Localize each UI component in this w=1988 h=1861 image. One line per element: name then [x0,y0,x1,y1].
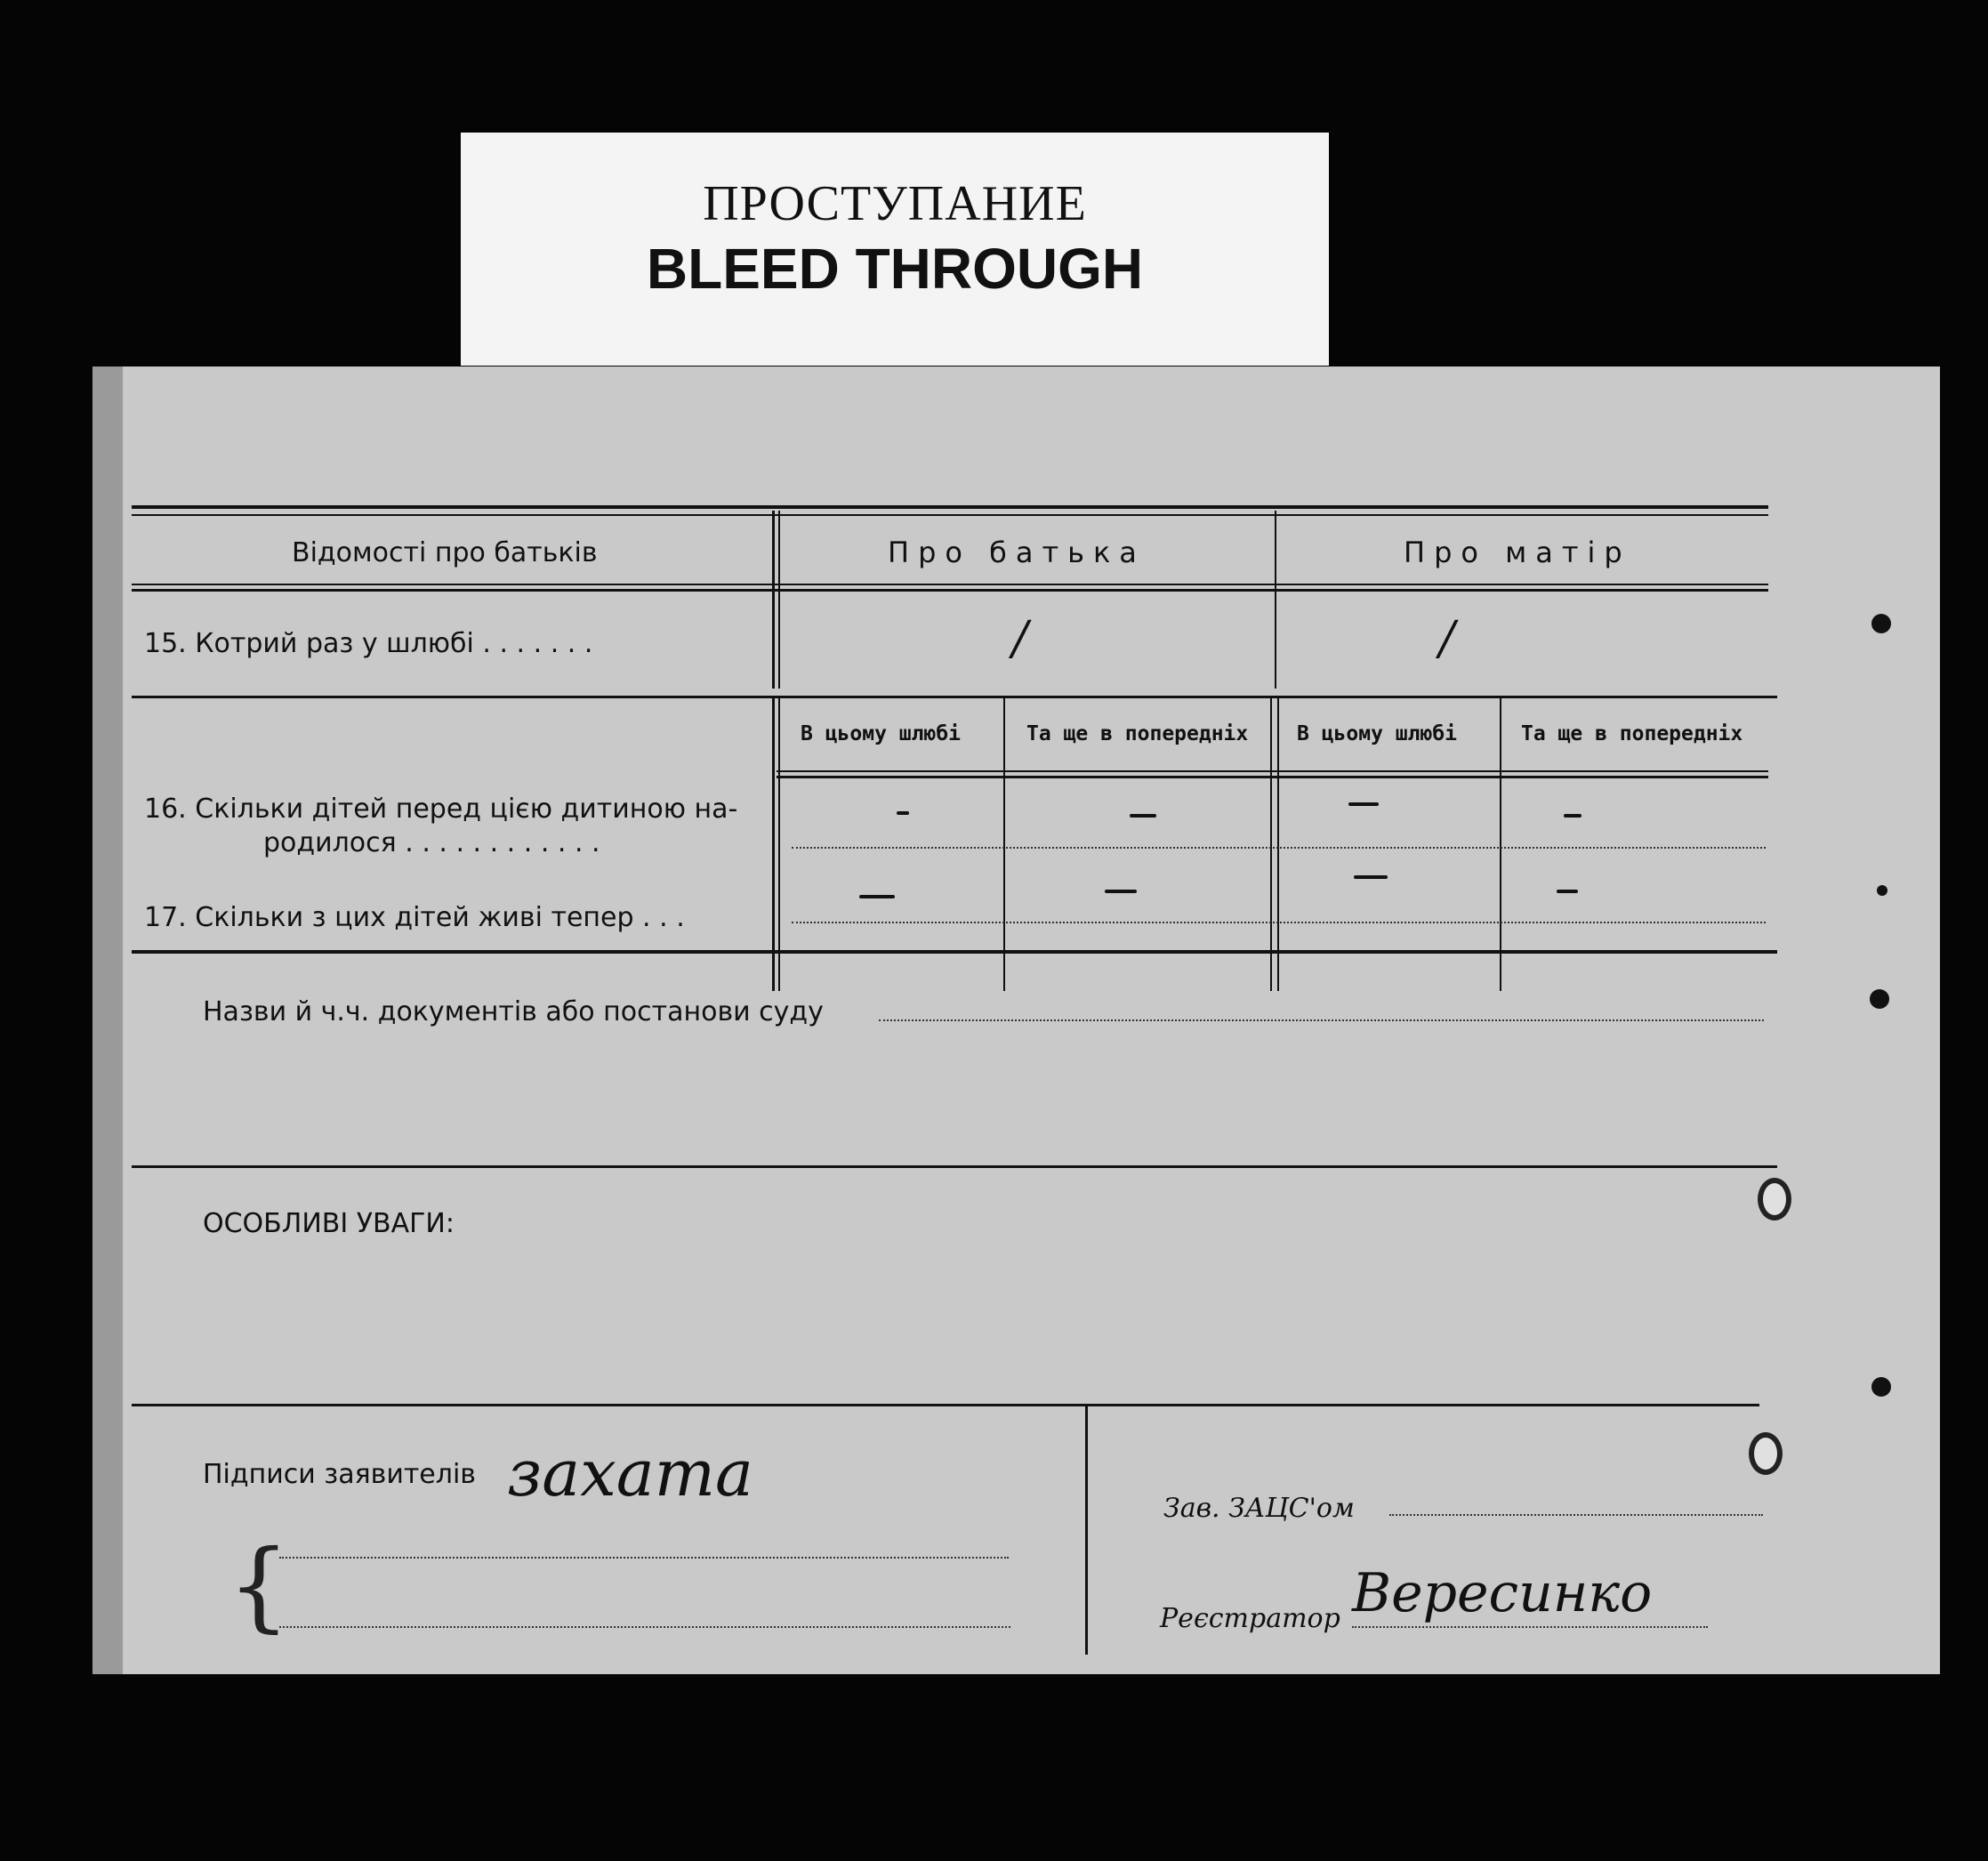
binder-hole-4 [1871,1377,1891,1397]
header-mother: Про матір [1404,536,1631,569]
row15-label: 15. Котрий раз у шлюбі . . . . . . . [144,628,593,659]
row15-father-value: / [1012,612,1028,665]
row17-label: 17. Скільки з цих дітей живі тепер . . . [144,902,685,933]
header-top-rule-thin [132,514,1768,516]
row15-bottom-rule [132,696,1777,698]
registrar-handwritten-signature: Вересинко [1352,1562,1653,1624]
table-bottom-rule [132,950,1777,954]
header-bottom-rule [132,584,1768,585]
form-sheet [93,367,1940,1674]
signatures-label: Підписи заявителів [203,1459,476,1490]
divider-col1-lower-thin [778,697,780,991]
divider-mother-sub [1500,697,1501,991]
subheader-bottom-rule-thick [777,776,1768,778]
subheader-father-this: В цьому шлюбі [801,722,962,745]
divider-col2 [1275,511,1276,689]
row16-mother-prev-dash [1564,814,1582,818]
header-father: Про батька [888,536,1146,569]
signature-line-2 [279,1626,1010,1628]
documents-dotted-line [879,1019,1764,1021]
registrar-signature-line [1352,1626,1708,1628]
head-signature-line [1389,1514,1763,1516]
divider-col1-thin [778,511,780,689]
documents-label: Назви й ч.ч. документів або постанови суду [203,996,824,1027]
row16-father-prev-dash [1130,814,1156,818]
bleed-through-label-card [461,133,1329,366]
label-russian: ПРОСТУПАНИЕ [703,176,1087,231]
row15-mother-value: / [1439,612,1455,665]
signature-line-1 [279,1557,1009,1559]
binder-ring-1 [1758,1178,1791,1221]
notes-bottom-rule [132,1404,1759,1406]
row16-mother-this-dash [1348,802,1379,806]
header-parents-info: Відомості про батьків [292,537,598,568]
registrar-label: Реєстратор [1160,1603,1340,1634]
row16-label-line1: 16. Скільки дітей перед цією дитиною на- [144,794,738,825]
row17-father-this-dash [859,895,895,898]
divider-col1-lower [772,697,775,991]
subheader-father-prev: Та ще в попередніх [1026,722,1249,745]
row16-father-this-dash [897,811,909,815]
subheader-mother-this: В цьому шлюбі [1297,722,1458,745]
header-top-rule [132,505,1768,509]
row17-father-prev-dash [1105,890,1137,893]
row17-mother-this-dash [1354,875,1388,879]
binder-hole-2 [1877,885,1887,896]
signatures-brace: { [228,1528,290,1642]
notes-label: ОСОБЛИВІ УВАГИ: [203,1208,455,1239]
subheader-mother-prev: Та ще в попередніх [1521,722,1743,745]
subheader-bottom-rule [777,770,1768,772]
row16-label-line2: родилося . . . . . . . . . . . . [263,827,600,858]
divider-col1 [772,511,775,689]
head-label: Зав. ЗАЦС'ом [1163,1493,1355,1524]
row17-mother-prev-dash [1557,890,1578,893]
binder-hole-1 [1871,614,1891,633]
signature-divider [1085,1406,1088,1655]
divider-col2-lower-thin [1277,697,1279,991]
divider-father-sub [1003,697,1005,991]
label-english: BLEED THROUGH [646,237,1144,301]
row16-dotted-line [792,847,1766,849]
documents-bottom-rule [132,1165,1777,1168]
divider-col2-lower [1270,697,1272,991]
signatures-handwritten-value: захата [507,1436,753,1511]
header-bottom-rule-thick [132,589,1768,592]
binder-hole-3 [1870,989,1889,1009]
binder-ring-2 [1749,1432,1783,1475]
row17-dotted-line [792,922,1766,923]
